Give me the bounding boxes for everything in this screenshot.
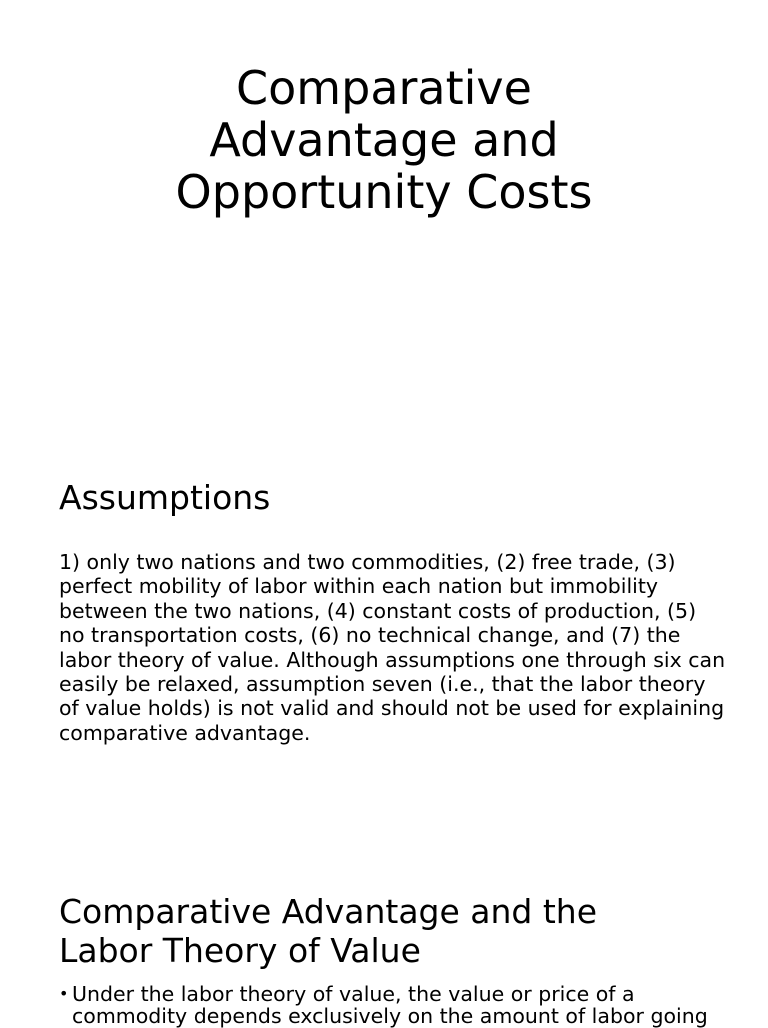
assumptions-paragraph: 1) only two nations and two commodities, (2) free trade, (3) perfect mobility of labor within each nation but immobility between the two nations, (4) constant costs of production, (5) no transportation costs, (6) no technical change, and (7) the labor theory of value. Although assumptions one through six can easily be relaxed, assumption seven (i.e., that the labor theory of value holds) is not valid and should not be used for explaining comparative advantage. [59,550,726,745]
bullet-list [59,983,719,1027]
slide-title [0,62,768,218]
labor-theory-heading-line-2: Labor Theory of Value [59,931,421,970]
title-line-1: Comparative [236,61,532,115]
bullet-text: Under the labor theory of value, the value or price of a commodity depends exclusively on the amount of labor going [72,982,708,1028]
assumptions-heading: Assumptions [59,478,271,517]
labor-theory-heading-line-1: Comparative Advantage and the [59,892,598,931]
bullet-icon: • [59,984,69,1003]
title-line-2: Advantage and [209,113,559,167]
title-line-3: Opportunity Costs [175,165,593,219]
list-item [59,983,719,1027]
labor-theory-heading [59,892,739,970]
